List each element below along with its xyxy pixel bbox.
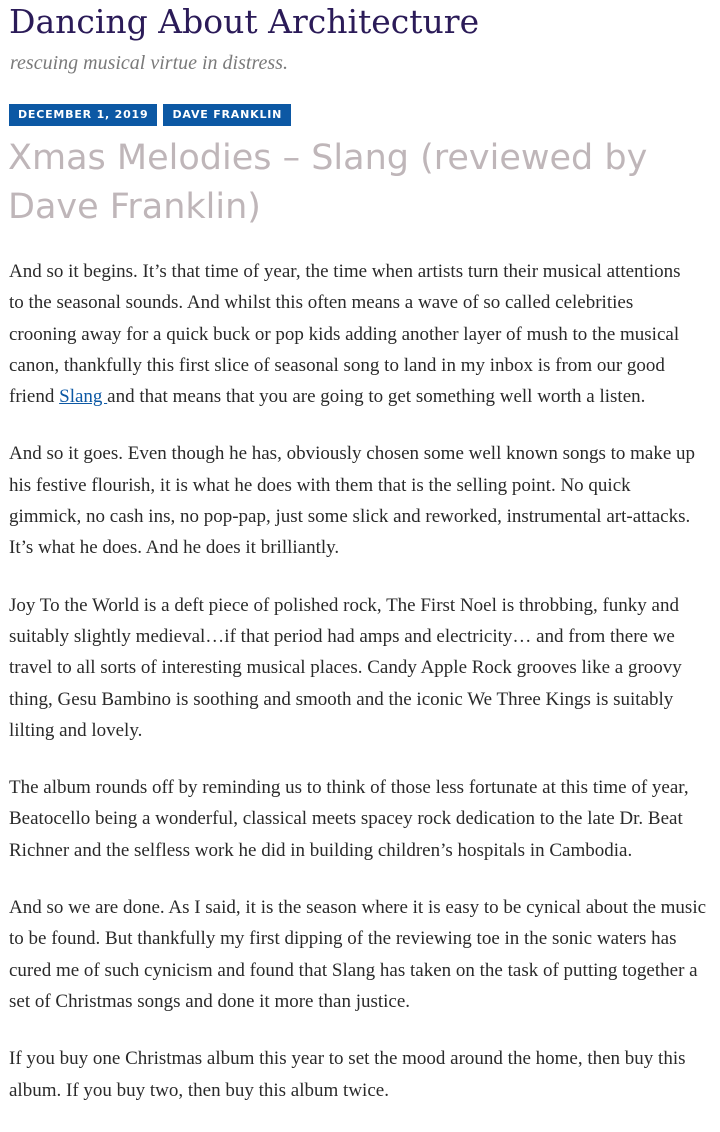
paragraph-line: lilting and lovely.: [9, 719, 143, 741]
slang-link[interactable]: Slang: [59, 386, 108, 408]
paragraph-line: Beatocello being a wonderful, classical meets spacey rock dedication to the late Dr. Beat: [9, 808, 683, 830]
paragraph-5: [9, 892, 720, 1017]
paragraph-line: The album rounds off by reminding us to think of those less fortunate at this time of year,: [9, 777, 689, 799]
paragraph-line: album. If you buy two, then buy this album twice.: [9, 1079, 389, 1101]
site-title[interactable]: Dancing About Architecture: [9, 2, 480, 41]
paragraph-line: Richner and the selfless work he did in building children’s hospitals in Cambodia.: [9, 839, 633, 861]
paragraph-line: crooning away for a quick buck or pop kids adding another layer of mush to the musical: [9, 323, 680, 345]
paragraph-2: [9, 438, 720, 563]
paragraph-3: [9, 590, 720, 746]
paragraph-line: his festive flourish, it is what he does with them that is the selling point. No quick: [9, 474, 631, 496]
post-title: Xmas Melodies – Slang (reviewed by Dave Franklin): [8, 138, 648, 227]
paragraph-line: cured me of such cynicism and found that Slang has taken on the task of putting together a: [9, 959, 698, 981]
paragraph-line: set of Christmas songs and done it more than justice.: [9, 990, 411, 1012]
paragraph-line: Joy To the World is a deft piece of polished rock, The First Noel is throbbing, funky and: [9, 594, 679, 616]
post-date-link[interactable]: DECEMBER 1, 2019: [9, 104, 157, 126]
paragraph-line-text: friend: [9, 386, 60, 408]
paragraph-line-text: and that means that you are going to get something well worth a listen.: [107, 386, 646, 408]
paragraph-line: travel to all sorts of interesting musical places. Candy Apple Rock grooves like a groovy: [9, 657, 682, 679]
paragraph-line: suitably slightly medieval…if that period had amps and electricity… and from there we: [9, 625, 675, 647]
paragraph-1: [9, 256, 720, 412]
paragraph-line: And so it goes. Even though he has, obviously chosen some well known songs to make up: [9, 443, 696, 465]
site-tagline: rescuing musical virtue in distress.: [10, 52, 288, 74]
post-meta: [9, 104, 291, 126]
post-content: [9, 256, 720, 1132]
paragraph-line: And so it begins. It’s that time of year, the time when artists turn their musical attentions: [9, 261, 681, 282]
paragraph-line: to the seasonal sounds. And whilst this often means a wave of so called celebrities: [9, 292, 634, 314]
paragraph-line: If you buy one Christmas album this year to set the mood around the home, then buy this: [9, 1048, 686, 1070]
paragraph-6: [9, 1043, 720, 1106]
paragraph-line: canon, thankfully this first slice of seasonal song to land in my inbox is from our good: [9, 354, 665, 376]
paragraph-line: It’s what he does. And he does it brilliantly.: [9, 537, 340, 559]
paragraph-line: thing, Gesu Bambino is soothing and smooth and the iconic We Three Kings is suitably: [9, 688, 674, 710]
paragraph-line: to be found. But thankfully my first dipping of the reviewing toe in the sonic waters has: [9, 928, 677, 950]
paragraph-4: [9, 772, 720, 866]
paragraph-line: And so we are done. As I said, it is the season where it is easy to be cynical about the music: [9, 897, 707, 919]
paragraph-line: gimmick, no cash ins, no pop-pap, just some slick and reworked, instrumental art-attacks.: [9, 506, 691, 528]
post-author-link[interactable]: DAVE FRANKLIN: [163, 104, 291, 126]
